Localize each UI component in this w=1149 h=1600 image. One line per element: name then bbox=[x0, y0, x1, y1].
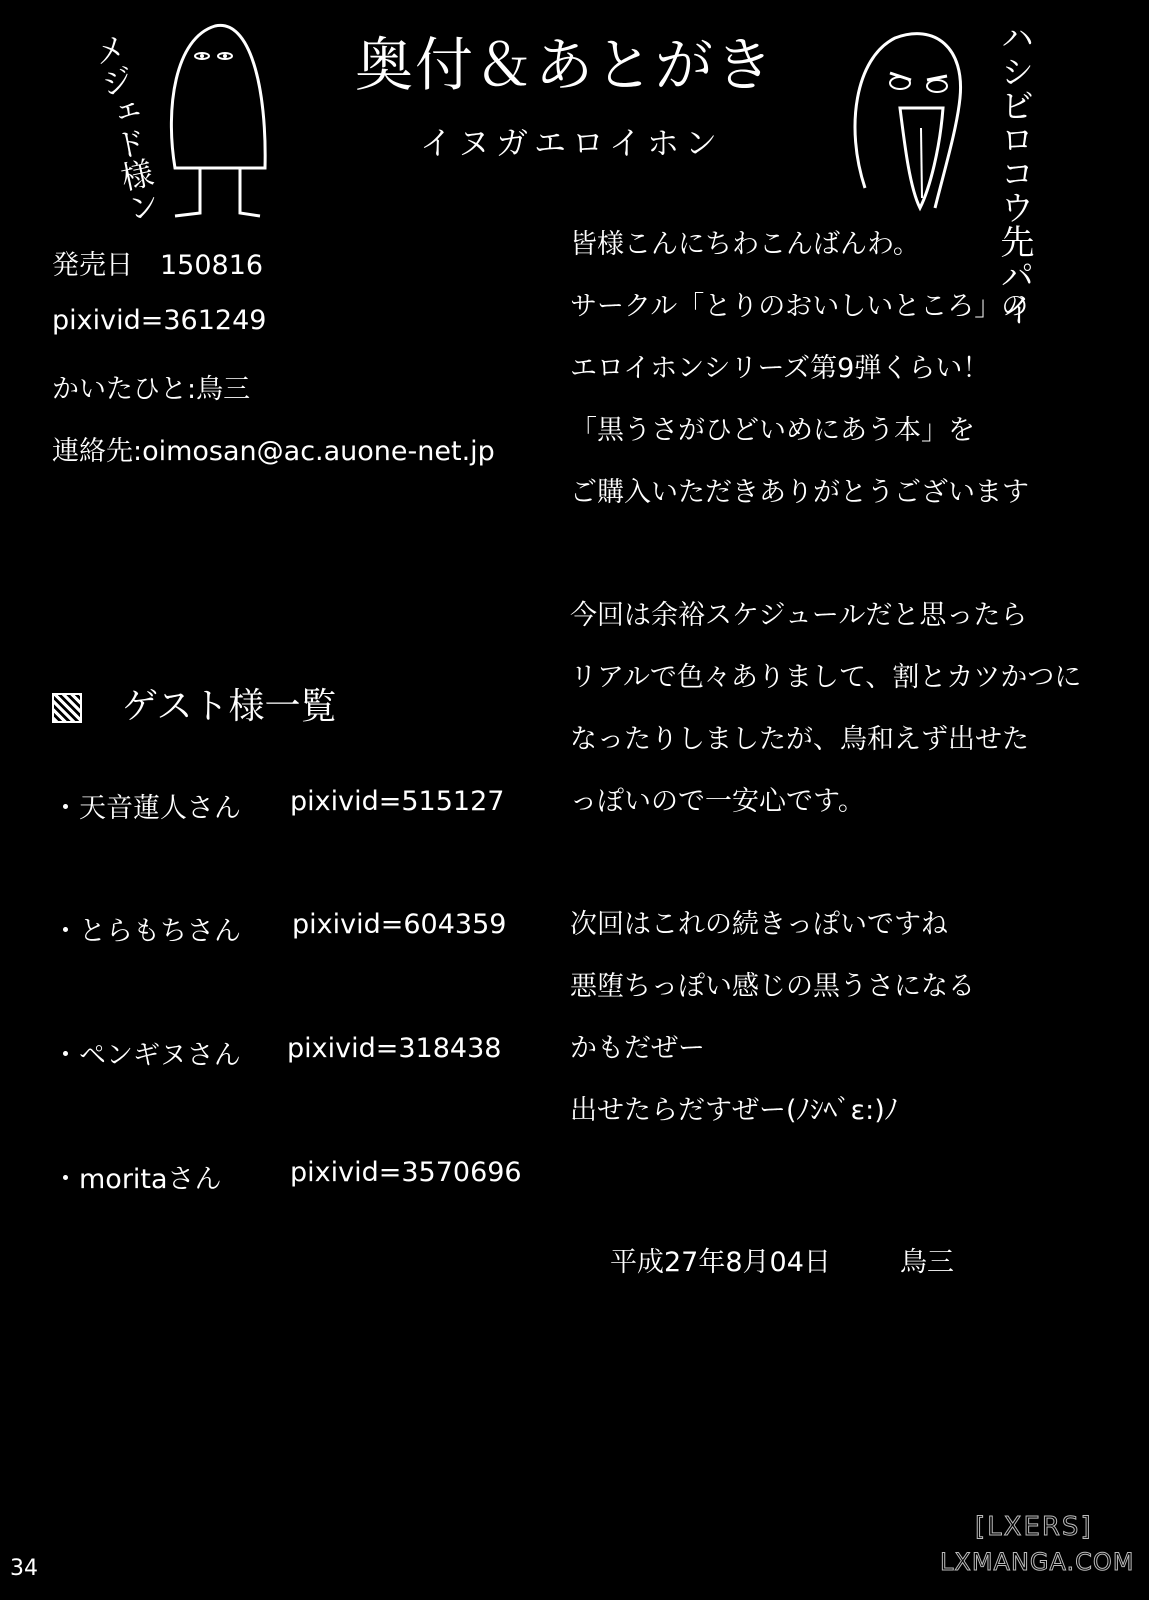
message-line: 出せたらだすぜー(ﾉｼﾍﾞɛ:)ﾉ bbox=[570, 1095, 899, 1126]
message-line: っぽいので一安心です。 bbox=[570, 786, 865, 817]
guest-name: ・moritaさん bbox=[52, 1164, 222, 1195]
message-line: エロイホンシリーズ第9弾くらい！ bbox=[570, 353, 990, 384]
page-subtitle: イヌガエロイホン bbox=[420, 124, 724, 162]
message-line: かもだぜー bbox=[570, 1033, 705, 1064]
hatched-square-icon bbox=[52, 693, 82, 723]
message-line: リアルで色々ありまして、割とカツかつに bbox=[570, 662, 1082, 693]
contact-email: 連絡先:oimosan@ac.auone-net.jp bbox=[52, 436, 495, 467]
guest-list-heading bbox=[52, 678, 337, 729]
release-date: 発売日 150816 bbox=[52, 250, 264, 281]
message-line: 今回は余裕スケジュールだと思ったら bbox=[570, 600, 1028, 631]
afterword-signature: 鳥三 bbox=[900, 1247, 954, 1278]
author-name: かいたひと:鳥三 bbox=[52, 374, 251, 405]
afterword-date: 平成27年8月04日 bbox=[610, 1247, 831, 1278]
guest-name: ・とらもちさん bbox=[52, 916, 241, 947]
message-line: 皆様こんにちわこんばんわ。 bbox=[570, 229, 920, 260]
shoebill-doodle-icon bbox=[845, 18, 970, 218]
shoebill-caption: ハシビロコウ先パイ bbox=[994, 20, 1034, 326]
watermark-bottom: LXMANGA.COM bbox=[940, 1548, 1135, 1576]
page-title: 奥付＆あとがき bbox=[355, 31, 776, 99]
guest-list-title: ゲスト様一覧 bbox=[122, 686, 337, 727]
guest-pixiv-id: pixivid=515127 bbox=[290, 786, 505, 817]
watermark-top: [LXERS] bbox=[975, 1512, 1093, 1542]
message-line: ご購入いただきありがとうございます bbox=[570, 477, 1029, 508]
guest-name: ・天音蓮人さん bbox=[52, 793, 241, 824]
message-line: 「黒うさがひどいめにあう本」を bbox=[570, 415, 975, 446]
medjed-caption: メジェド様ン bbox=[86, 30, 164, 226]
message-line: 次回はこれの続きっぽいですね bbox=[570, 909, 948, 940]
author-pixiv-id: pixivid=361249 bbox=[52, 305, 267, 336]
page-number: 34 bbox=[10, 1556, 38, 1581]
guest-pixiv-id: pixivid=3570696 bbox=[290, 1157, 522, 1188]
message-line: サークル「とりのおいしいところ」の bbox=[570, 291, 1029, 322]
message-line: 悪堕ちっぽい感じの黒うさになる bbox=[570, 971, 975, 1002]
message-line: なったりしましたが、鳥和えず出せた bbox=[570, 724, 1029, 755]
guest-name: ・ペンギヌさん bbox=[52, 1040, 241, 1071]
medjed-doodle-icon bbox=[155, 18, 275, 223]
guest-pixiv-id: pixivid=318438 bbox=[287, 1033, 502, 1064]
guest-pixiv-id: pixivid=604359 bbox=[292, 909, 507, 940]
